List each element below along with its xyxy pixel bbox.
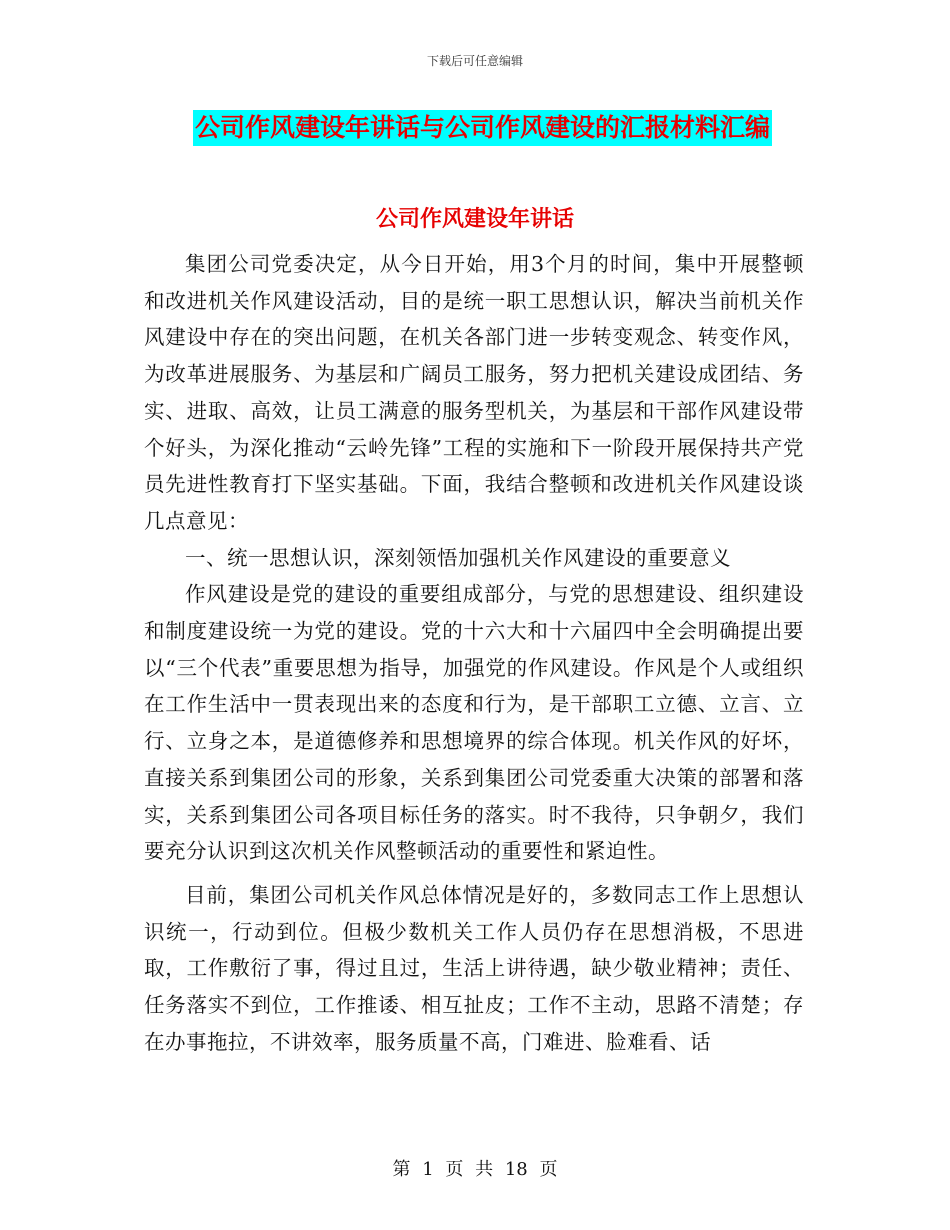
- section-title: 公司作风建设年讲话: [375, 207, 574, 232]
- page-footer: 第 1 页 共 18 页: [392, 1159, 558, 1180]
- paragraph-style-importance: 作风建设是党的建设的重要组成部分，与党的思想建设、组织建设和制度建设统一为党的建设。党的十六大和十六届四中全会明确提出要以“三个代表”重要思想为指导，加强党的作风建设。作风是个人或组织在工作生活中一贯表现出来的态度和行为，是干部职工立德、立言、立行、立身之本，是道德修养和思想境界的综合体现。机关作风的好坏，直接关系到集团公司的形象，关系到集团公司党委重大决策的部署和落实，关系到集团公司各项目标任务的落实。时不我待，只争朝夕，我们要充分认识到这次机关作风整顿活动的重要性和紧迫性。: [144, 582, 804, 864]
- paragraph-intro: 集团公司党委决定，从今日开始，用3个月的时间，集中开展整顿和改进机关作风建设活动，目的是统一职工思想认识，解决当前机关作风建设中存在的突出问题，在机关各部门进一步转变观念、转变作风，为改革进展服务、为基层和广阔员工服务，努力把机关建设成团结、务实、进取、高效，让员工满意的服务型机关，为基层和干部作风建设带个好头，为深化推动“云岭先锋”工程的实施和下一阶段开展保持共产党员先进性教育打下坚实基础。下面，我结合整顿和改进机关作风建设谈几点意见：: [144, 252, 804, 533]
- body-text: [144, 246, 804, 1060]
- document-title: 公司作风建设年讲话与公司作风建设的汇报材料汇编: [193, 110, 772, 146]
- paragraph-heading-1: 一、统一思想认识，深刻领悟加强机关作风建设的重要意义: [185, 545, 731, 570]
- paragraph-current-situation: 目前，集团公司机关作风总体情况是好的，多数同志工作上思想认识统一，行动到位。但极少数机关工作人员仍存在思想消极，不思进取，工作敷衍了事，得过且过，生活上讲待遇，缺少敬业精神；责任、任务落实不到位，工作推诿、相互扯皮；工作不主动，思路不清楚；存在办事拖拉，不讲效率，服务质量不高，门难进、脸难看、话: [144, 882, 804, 1054]
- header-note: 下载后可任意编辑: [426, 54, 523, 68]
